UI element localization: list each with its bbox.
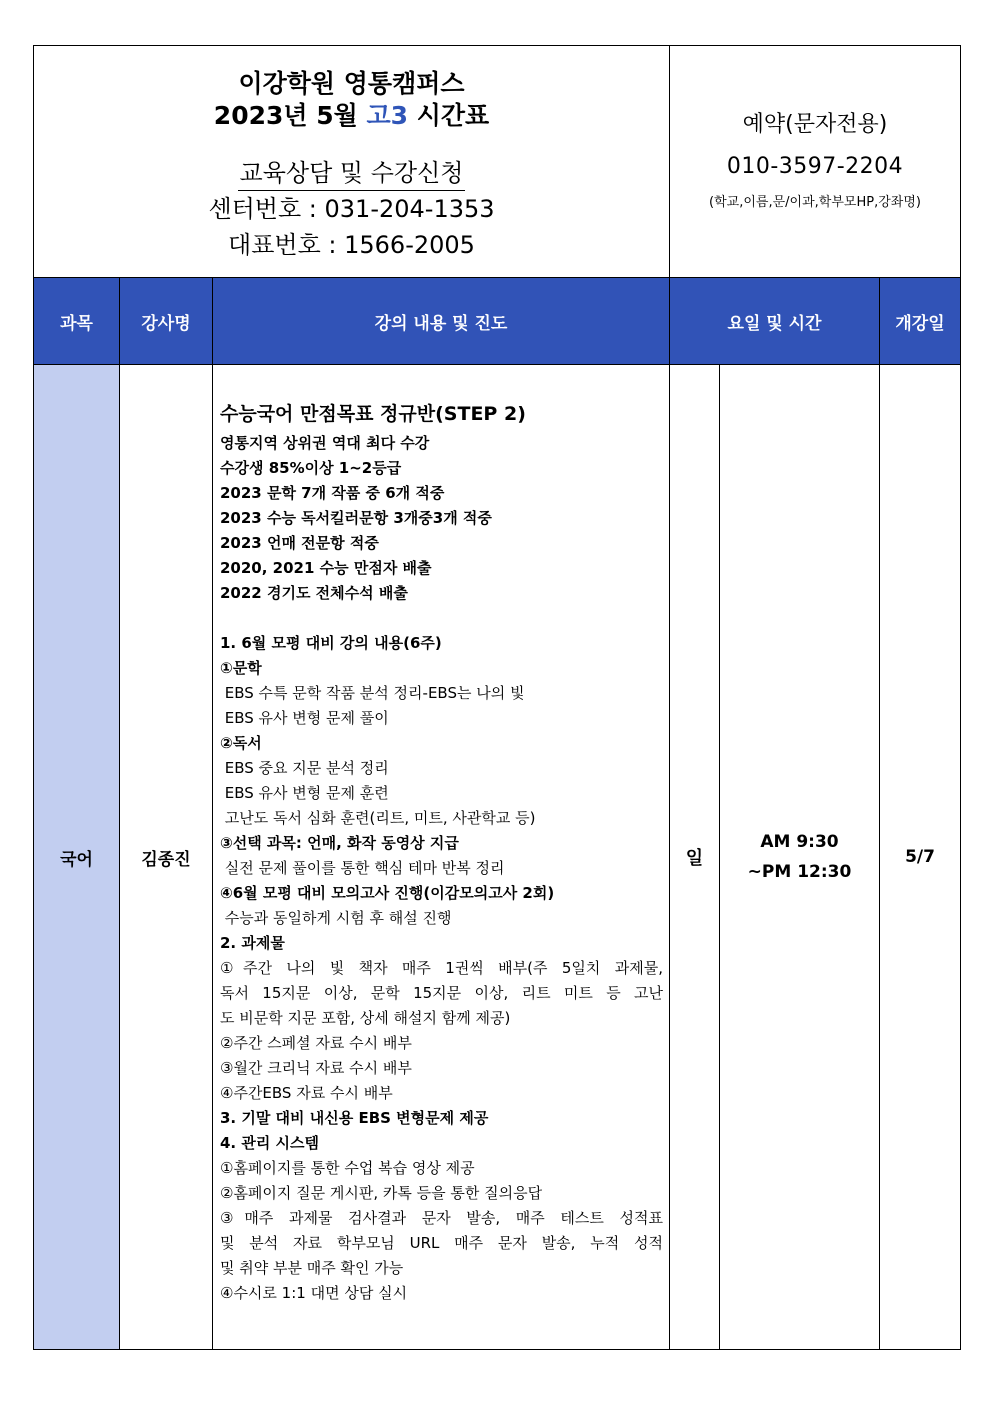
content-line: ④주간EBS 자료 수시 배부 — [220, 1084, 393, 1102]
course-row — [34, 365, 961, 1350]
content-line: EBS 유사 변형 문제 훈련 — [220, 784, 389, 802]
consult-title: 교육상담 및 수강신청 — [238, 156, 466, 191]
header-info — [34, 46, 670, 278]
content-line: 2023 문학 7개 작품 중 6개 적중 — [220, 484, 445, 502]
content-line: ④수시로 1:1 대면 상담 실시 — [220, 1284, 408, 1302]
content-line: EBS 중요 지문 분석 정리 — [220, 759, 389, 777]
content-line: ②독서 — [220, 734, 262, 752]
grade-highlight: 고3 — [366, 101, 409, 130]
content-line: ②주간 스페셜 자료 수시 배부 — [220, 1034, 412, 1052]
content-line: 및 취약 부분 매주 확인 가능 — [220, 1259, 404, 1277]
content-line: 도 비문학 지문 포함, 상세 해설지 함께 제공) — [220, 1009, 511, 1027]
content-line: 수능과 동일하게 시험 후 해설 진행 — [220, 909, 452, 927]
content-lines — [220, 431, 663, 1306]
reservation-note: (학교,이름,문/이과,학부모HP,강좌명) — [709, 194, 921, 210]
col-schedule: 요일 및 시간 — [670, 278, 880, 365]
start-date-cell: 5/7 — [880, 365, 961, 1350]
day-cell: 일 — [670, 365, 720, 1350]
col-start: 개강일 — [880, 278, 961, 365]
subtitle-prefix: 2023년 5월 — [213, 101, 367, 130]
content-line: ①주간 나의 빛 책자 매주 1권씩 배부(주 5일치 과제물, — [220, 959, 663, 977]
content-line: ①홈페이지를 통한 수업 복습 영상 제공 — [220, 1159, 475, 1177]
subject-cell: 국어 — [34, 365, 120, 1350]
reservation-info — [670, 46, 961, 278]
course-title: 수능국어 만점목표 정규반(STEP 2) — [220, 403, 526, 425]
reservation-phone: 010-3597-2204 — [726, 153, 904, 179]
content-line: ①문학 — [220, 659, 262, 677]
content-line: ③매주 과제물 검사결과 문자 발송, 매주 테스트 성적표 — [220, 1209, 663, 1227]
page-title: 이강학원 영통캠퍼스 — [238, 69, 465, 98]
content-line: 영통지역 상위권 역대 최다 수강 — [220, 434, 430, 452]
content-line: 4. 관리 시스템 — [220, 1134, 320, 1152]
content-line: ③선택 과목: 언매, 화작 동영상 지급 — [220, 834, 459, 852]
content-line: ③월간 크리닉 자료 수시 배부 — [220, 1059, 412, 1077]
content-line: 고난도 독서 심화 훈련(리트, 미트, 사관학교 등) — [220, 809, 536, 827]
content-line: ②홈페이지 질문 게시판, 카톡 등을 통한 질의응답 — [220, 1184, 543, 1202]
content-line: 1. 6월 모평 대비 강의 내용(6주) — [220, 634, 442, 652]
main-phone: 대표번호 : 1566-2005 — [228, 231, 475, 259]
content-line: ④6월 모평 대비 모의고사 진행(이감모의고사 2회) — [220, 884, 555, 902]
content-line: 2023 수능 독서킬러문항 3개중3개 적중 — [220, 509, 492, 527]
col-subject: 과목 — [34, 278, 120, 365]
content-line — [220, 606, 663, 631]
content-line: 및 분석 자료 학부모님 URL 매주 문자 발송, 누적 성적 — [220, 1234, 663, 1252]
col-teacher: 강사명 — [120, 278, 213, 365]
reservation-label: 예약(문자전용) — [742, 111, 888, 137]
content-line: 독서 15지문 이상, 문학 15지문 이상, 리트 미트 등 고난 — [220, 984, 663, 1002]
content-line: EBS 유사 변형 문제 풀이 — [220, 709, 389, 727]
content-line: 수강생 85%이상 1~2등급 — [220, 459, 402, 477]
content-line: 2. 과제물 — [220, 934, 285, 952]
content-line: 실전 문제 풀이를 통한 핵심 테마 반복 정리 — [220, 859, 505, 877]
content-cell — [213, 365, 670, 1350]
subtitle-suffix: 시간표 — [408, 101, 490, 130]
time-start: AM 9:30 — [760, 832, 839, 852]
col-content: 강의 내용 및 진도 — [213, 278, 670, 365]
page-subtitle — [34, 100, 669, 132]
teacher-cell: 김종진 — [120, 365, 213, 1350]
timetable — [33, 45, 961, 1350]
time-end: ~PM 12:30 — [747, 862, 852, 882]
column-header-row — [34, 278, 961, 365]
time-cell — [720, 365, 880, 1350]
content-line: 2020, 2021 수능 만점자 배출 — [220, 559, 432, 577]
content-line: 3. 기말 대비 내신용 EBS 변형문제 제공 — [220, 1109, 489, 1127]
center-phone: 센터번호 : 031-204-1353 — [208, 195, 495, 223]
header-row — [34, 46, 961, 278]
content-line: 2023 언매 전문항 적중 — [220, 534, 379, 552]
content-line: 2022 경기도 전체수석 배출 — [220, 584, 408, 602]
content-line: EBS 수특 문학 작품 분석 정리-EBS는 나의 빛 — [220, 684, 525, 702]
